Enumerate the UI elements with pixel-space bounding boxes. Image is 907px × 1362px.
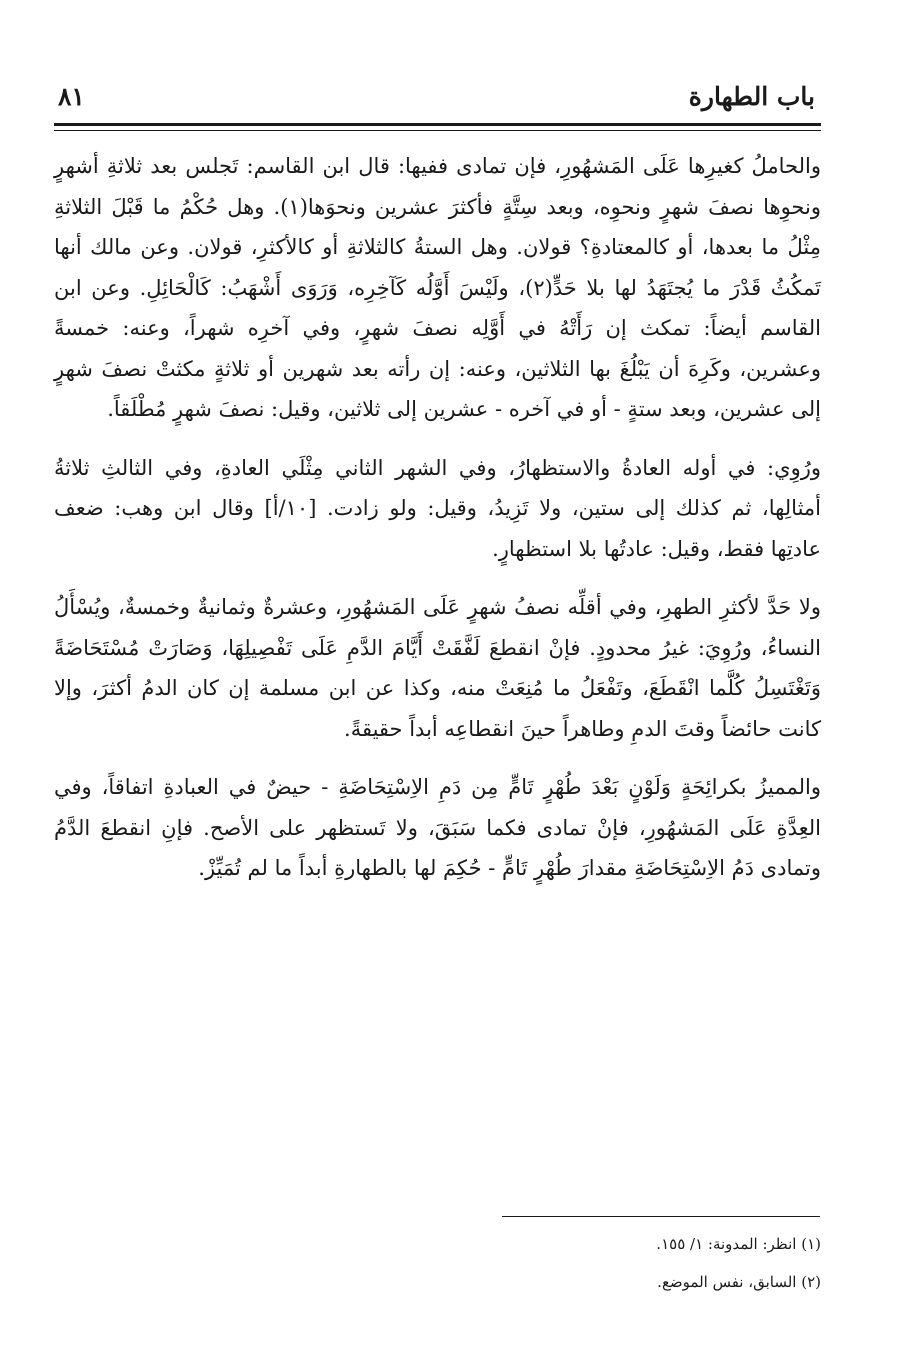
paragraph-2: ورُوِي: في أوله العادةُ والاستظهارُ، وفي الشهر الثاني مِثْلَي العادةِ، وفي الثالثِ ثلاثةُ أمثالِها، ثم كذلك إلى ستين، ولا تَزِيدُ، وقيل: ولو زادت. [١٠/أ] وقال ابن وهب: ضعف عادتِها فقط، وقيل: عادتُها بلا استظهارٍ. [54,455,822,561]
chapter-title: باب الطهارة [688,82,815,111]
footnotes [54,1230,821,1296]
page-number: ٨١ [58,82,85,111]
header-rule-thin [54,130,821,131]
footnote-1: (١) انظر: المدونة: ١/ ١٥٥. [656,1235,821,1253]
footnote-separator [502,1216,820,1217]
paragraph-1: والحاملُ كغيرِها عَلَى المَشهُورِ، فإن تمادى ففيها: قال ابن القاسم: تَجلس بعد ثلاثةِ أشهرٍ ونحوِها نصفَ شهرٍ ونحوِه، وبعد سِتَّةٍ فأكثرَ عشرين ونحوَها(١). وهل حُكْمُ ما قَبْلَ الثلاثةِ مِثْلُ ما بعدها، أو كالمعتادةِ؟ قولان. وهل الستةُ كالثلاثةِ أو كالأكثرِ، قولان. وعن مالك أنها تَمكُثُ قَدْرَ ما يُجتَهَدُ لها بلا حَدٍّ(٢)، ولَيْسَ أَوَّلُه كَآخِرِه، وَرَوَى أَشْهَبُ: كَالْحَائِلِ. وعن ابن القاسم أيضاً: تمكث إن رَأَتْهُ في أَوَّلِه نصفَ شهرٍ، وفي آخرِه شهراً، وعنه: خمسةً وعشرين، وكَرِهَ أن يَبْلُغَ بها الثلاثين، وعنه: إن رأته بعد شهرين أو ثلاثةٍ مكثتْ نصفَ شهرٍ إلى عشرين، وبعد ستةٍ - أو في آخره - عشرين إلى ثلاثين، وقيل: نصفَ شهرٍ مُطْلَقاً. [54,154,821,421]
paragraph-4: والمميزُ بكرائِحَةٍ وَلَوْنٍ بَعْدَ طُهْرٍ تَامٍّ مِن دَمِ الاِسْتِحَاضَةِ - حيضٌ في العبادةِ اتفاقاً، وفي العِدَّةِ عَلَى المَشهُورِ، فإنْ تمادى فكما سَبَقَ، ولا تَستظهر على الأصح. فإنِ انقطعَ الدَّمُ وتمادى دَمُ الاِسْتِحَاضَةِ مقدارَ طُهْرٍ تَامٍّ - حُكِمَ لها بالطهارةِ أبداً ما لم تُمَيِّزْ. [54,775,821,880]
paragraph-3: ولا حَدَّ لأكثرِ الطهرِ، وفي أقلِّه نصفُ شهرٍ عَلَى المَشهُورِ، وعشرةٌ وثمانيةٌ وخمسةٌ، ويُسْأَلُ النساءُ، ورُوِيَ: غيرُ محدودٍ. فإنْ انقطعَ لَفَّقَتْ أَيَّامَ الدَّمِ عَلَى تَفْصِيلِهَا، وَصَارَتْ مُسْتَحَاضَةً وَتَغْتَسِلُ كُلَّما انْقَطَعَ، وتَفْعَلُ ما مُنِعَتْ منه، وكذا عن ابن مسلمة إن كان الدمُ أكثرَ، وإلا كانت حائضاً وقتَ الدمِ وطاهراً حينَ انقطاعِه أبداً حقيقةً. [54,595,821,741]
body-text [54,146,821,889]
header-rule-thick [54,123,821,126]
running-head [58,78,815,118]
footnote-2: (٢) السابق، نفس الموضع. [657,1273,821,1291]
